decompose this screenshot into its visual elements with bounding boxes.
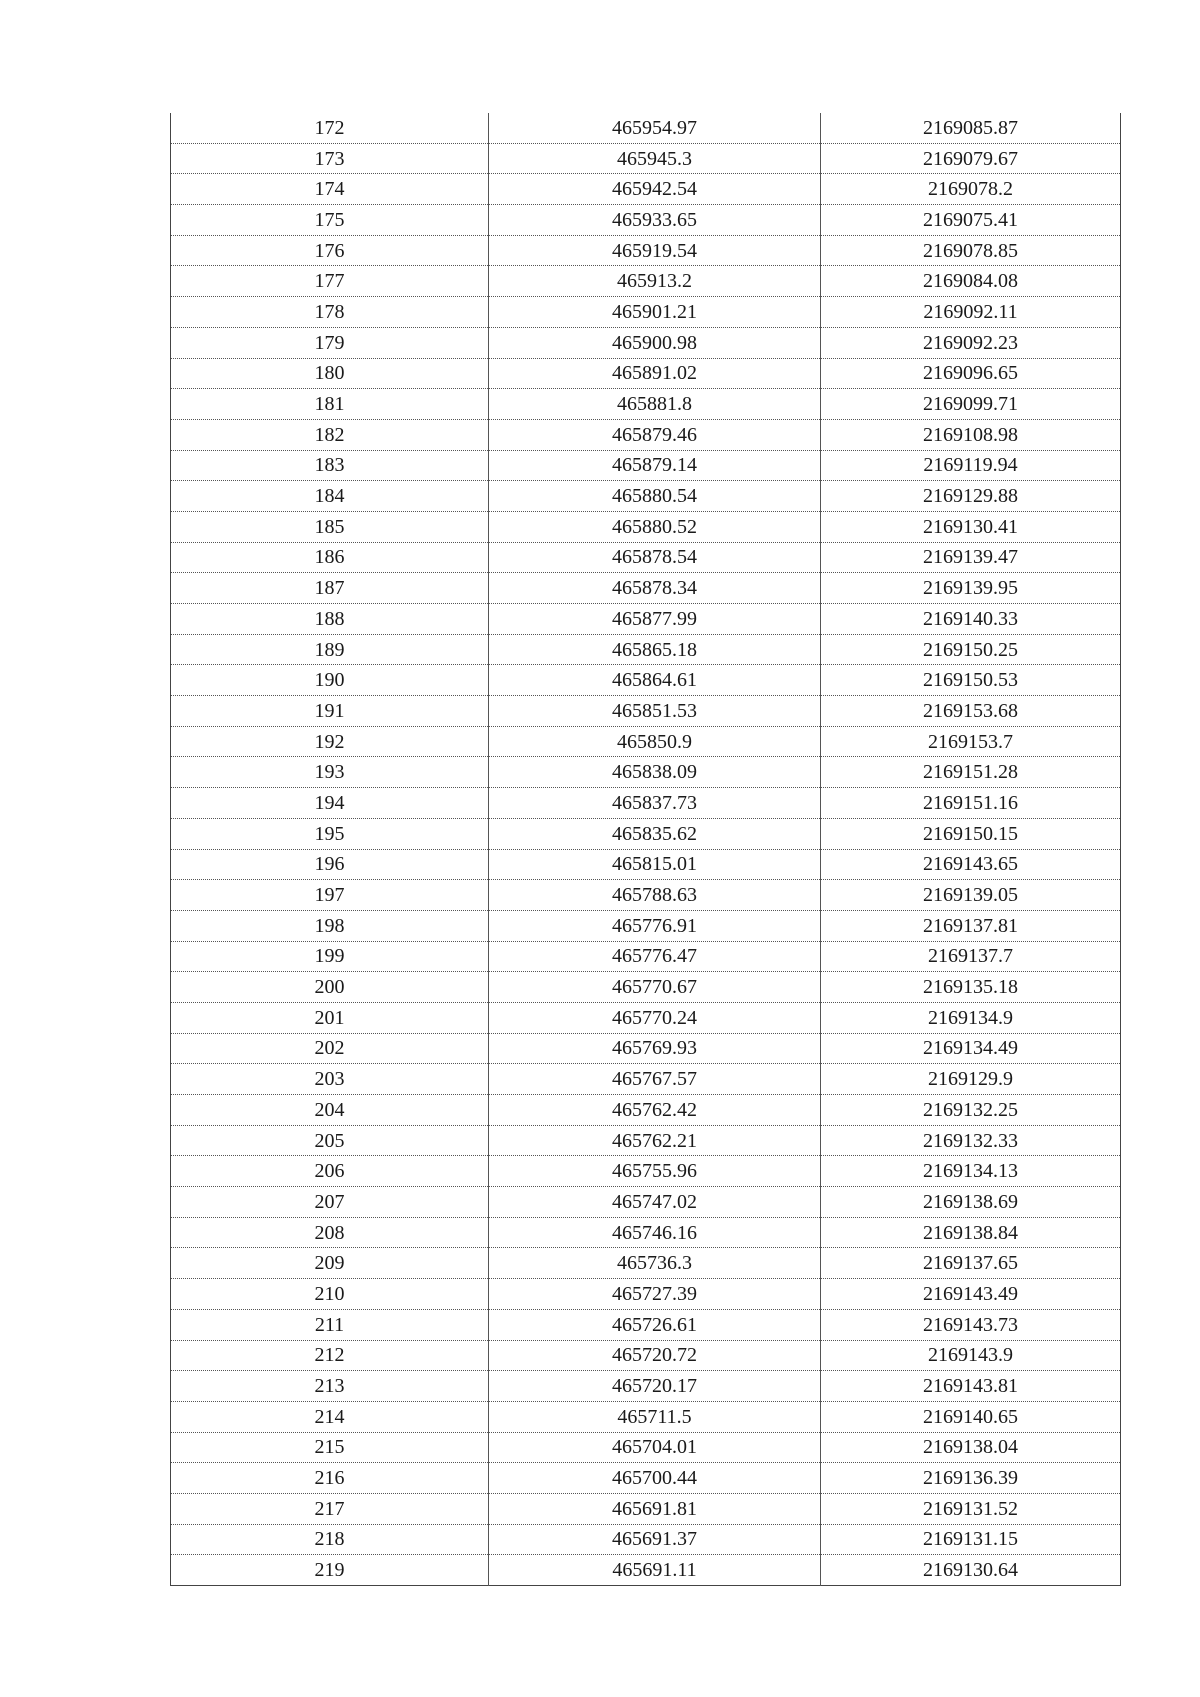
point-number-cell: 208 — [171, 1217, 489, 1248]
point-number-cell: 200 — [171, 972, 489, 1003]
table-row — [171, 1248, 1121, 1279]
y-coordinate-cell: 2169137.81 — [821, 910, 1121, 941]
y-coordinate-cell: 2169150.25 — [821, 634, 1121, 665]
y-coordinate-cell: 2169153.7 — [821, 726, 1121, 757]
table-row — [171, 1524, 1121, 1555]
y-coordinate-cell: 2169136.39 — [821, 1463, 1121, 1494]
table-row — [171, 1125, 1121, 1156]
x-coordinate-cell: 465776.47 — [489, 941, 821, 972]
coordinate-table-body — [171, 113, 1121, 1586]
y-coordinate-cell: 2169130.64 — [821, 1555, 1121, 1586]
coordinate-table — [170, 113, 1121, 1586]
table-row — [171, 757, 1121, 788]
table-row — [171, 972, 1121, 1003]
x-coordinate-cell: 465727.39 — [489, 1279, 821, 1310]
point-number-cell: 186 — [171, 542, 489, 573]
y-coordinate-cell: 2169078.85 — [821, 235, 1121, 266]
point-number-cell: 218 — [171, 1524, 489, 1555]
table-row — [171, 1401, 1121, 1432]
x-coordinate-cell: 465933.65 — [489, 205, 821, 236]
y-coordinate-cell: 2169143.49 — [821, 1279, 1121, 1310]
x-coordinate-cell: 465711.5 — [489, 1401, 821, 1432]
x-coordinate-cell: 465891.02 — [489, 358, 821, 389]
x-coordinate-cell: 465879.14 — [489, 450, 821, 481]
point-number-cell: 184 — [171, 481, 489, 512]
table-row — [171, 542, 1121, 573]
point-number-cell: 202 — [171, 1033, 489, 1064]
y-coordinate-cell: 2169140.65 — [821, 1401, 1121, 1432]
y-coordinate-cell: 2169134.49 — [821, 1033, 1121, 1064]
table-row — [171, 327, 1121, 358]
x-coordinate-cell: 465755.96 — [489, 1156, 821, 1187]
x-coordinate-cell: 465691.81 — [489, 1493, 821, 1524]
y-coordinate-cell: 2169084.08 — [821, 266, 1121, 297]
point-number-cell: 209 — [171, 1248, 489, 1279]
point-number-cell: 213 — [171, 1371, 489, 1402]
x-coordinate-cell: 465691.37 — [489, 1524, 821, 1555]
y-coordinate-cell: 2169129.9 — [821, 1064, 1121, 1095]
x-coordinate-cell: 465877.99 — [489, 604, 821, 635]
table-row — [171, 1156, 1121, 1187]
y-coordinate-cell: 2169085.87 — [821, 113, 1121, 143]
y-coordinate-cell: 2169131.15 — [821, 1524, 1121, 1555]
y-coordinate-cell: 2169129.88 — [821, 481, 1121, 512]
point-number-cell: 176 — [171, 235, 489, 266]
y-coordinate-cell: 2169131.52 — [821, 1493, 1121, 1524]
x-coordinate-cell: 465747.02 — [489, 1187, 821, 1218]
point-number-cell: 203 — [171, 1064, 489, 1095]
x-coordinate-cell: 465736.3 — [489, 1248, 821, 1279]
table-row — [171, 696, 1121, 727]
y-coordinate-cell: 2169151.28 — [821, 757, 1121, 788]
table-row — [171, 788, 1121, 819]
table-row — [171, 1463, 1121, 1494]
y-coordinate-cell: 2169143.9 — [821, 1340, 1121, 1371]
table-row — [171, 358, 1121, 389]
table-row — [171, 941, 1121, 972]
y-coordinate-cell: 2169132.25 — [821, 1095, 1121, 1126]
x-coordinate-cell: 465726.61 — [489, 1309, 821, 1340]
y-coordinate-cell: 2169079.67 — [821, 143, 1121, 174]
point-number-cell: 214 — [171, 1401, 489, 1432]
x-coordinate-cell: 465880.54 — [489, 481, 821, 512]
table-row — [171, 1340, 1121, 1371]
point-number-cell: 204 — [171, 1095, 489, 1126]
point-number-cell: 179 — [171, 327, 489, 358]
x-coordinate-cell: 465691.11 — [489, 1555, 821, 1586]
point-number-cell: 197 — [171, 880, 489, 911]
x-coordinate-cell: 465864.61 — [489, 665, 821, 696]
table-row — [171, 419, 1121, 450]
y-coordinate-cell: 2169075.41 — [821, 205, 1121, 236]
x-coordinate-cell: 465815.01 — [489, 849, 821, 880]
x-coordinate-cell: 465881.8 — [489, 389, 821, 420]
point-number-cell: 198 — [171, 910, 489, 941]
point-number-cell: 191 — [171, 696, 489, 727]
x-coordinate-cell: 465770.24 — [489, 1002, 821, 1033]
y-coordinate-cell: 2169140.33 — [821, 604, 1121, 635]
point-number-cell: 172 — [314, 116, 345, 139]
table-row — [171, 1279, 1121, 1310]
table-row — [171, 143, 1121, 174]
point-number-cell: 210 — [171, 1279, 489, 1310]
x-coordinate-cell: 465769.93 — [489, 1033, 821, 1064]
y-coordinate-cell: 2169143.81 — [821, 1371, 1121, 1402]
table-row — [171, 297, 1121, 328]
x-coordinate-cell: 465878.54 — [489, 542, 821, 573]
point-number-cell: 201 — [171, 1002, 489, 1033]
point-number-cell: 173 — [171, 143, 489, 174]
y-coordinate-cell: 2169092.23 — [821, 327, 1121, 358]
y-coordinate-cell: 2169130.41 — [821, 511, 1121, 542]
x-coordinate-cell: 465776.91 — [489, 910, 821, 941]
y-coordinate-cell: 2169143.73 — [821, 1309, 1121, 1340]
point-number-cell: 194 — [171, 788, 489, 819]
table-row — [171, 1555, 1121, 1586]
point-number-cell: 193 — [171, 757, 489, 788]
y-coordinate-cell: 2169151.16 — [821, 788, 1121, 819]
table-row — [171, 910, 1121, 941]
point-number-cell: 187 — [171, 573, 489, 604]
point-number-cell: 196 — [171, 849, 489, 880]
y-coordinate-cell: 2169096.65 — [821, 358, 1121, 389]
x-coordinate-cell: 465835.62 — [489, 818, 821, 849]
y-coordinate-cell: 2169135.18 — [821, 972, 1121, 1003]
y-coordinate-cell: 2169138.69 — [821, 1187, 1121, 1218]
point-number-cell: 192 — [171, 726, 489, 757]
table-row — [171, 1371, 1121, 1402]
table-row — [171, 511, 1121, 542]
point-number-cell: 182 — [171, 419, 489, 450]
point-number-cell: 177 — [171, 266, 489, 297]
table-row — [171, 113, 1121, 143]
y-coordinate-cell: 2169143.65 — [821, 849, 1121, 880]
table-row — [171, 573, 1121, 604]
point-number-cell: 188 — [171, 604, 489, 635]
x-coordinate-cell: 465878.34 — [489, 573, 821, 604]
point-number-cell: 212 — [171, 1340, 489, 1371]
point-number-cell: 178 — [171, 297, 489, 328]
table-row — [171, 604, 1121, 635]
x-coordinate-cell: 465838.09 — [489, 757, 821, 788]
x-coordinate-cell: 465879.46 — [489, 419, 821, 450]
point-number-cell: 206 — [171, 1156, 489, 1187]
table-row — [171, 818, 1121, 849]
table-row — [171, 665, 1121, 696]
table-row — [171, 450, 1121, 481]
table-row — [171, 1002, 1121, 1033]
x-coordinate-cell: 465720.17 — [489, 1371, 821, 1402]
table-row — [171, 1187, 1121, 1218]
table-row — [171, 1033, 1121, 1064]
table-row — [171, 634, 1121, 665]
y-coordinate-cell: 2169138.84 — [821, 1217, 1121, 1248]
table-row — [171, 1432, 1121, 1463]
y-coordinate-cell: 2169078.2 — [821, 174, 1121, 205]
table-row — [171, 849, 1121, 880]
x-coordinate-cell: 465850.9 — [489, 726, 821, 757]
point-number-cell: 183 — [171, 450, 489, 481]
table-row — [171, 205, 1121, 236]
table-row — [171, 1217, 1121, 1248]
y-coordinate-cell: 2169139.47 — [821, 542, 1121, 573]
x-coordinate-cell: 465913.2 — [489, 266, 821, 297]
y-coordinate-cell: 2169119.94 — [821, 450, 1121, 481]
point-number-cell: 174 — [171, 174, 489, 205]
table-row — [171, 481, 1121, 512]
point-number-cell: 211 — [171, 1309, 489, 1340]
x-coordinate-cell: 465837.73 — [489, 788, 821, 819]
point-number-cell: 205 — [171, 1125, 489, 1156]
x-coordinate-cell: 465942.54 — [489, 174, 821, 205]
point-number-cell: 219 — [171, 1555, 489, 1586]
x-coordinate-cell: 465945.3 — [489, 143, 821, 174]
x-coordinate-cell: 465704.01 — [489, 1432, 821, 1463]
point-number-cell: 195 — [171, 818, 489, 849]
y-coordinate-cell: 2169150.15 — [821, 818, 1121, 849]
x-coordinate-cell: 465901.21 — [489, 297, 821, 328]
y-coordinate-cell: 2169137.7 — [821, 941, 1121, 972]
x-coordinate-cell: 465762.42 — [489, 1095, 821, 1126]
point-number-cell: 185 — [171, 511, 489, 542]
x-coordinate-cell: 465788.63 — [489, 880, 821, 911]
x-coordinate-cell: 465700.44 — [489, 1463, 821, 1494]
x-coordinate-cell: 465746.16 — [489, 1217, 821, 1248]
table-row — [171, 1064, 1121, 1095]
x-coordinate-cell: 465954.97 — [489, 113, 821, 143]
x-coordinate-cell: 465767.57 — [489, 1064, 821, 1095]
x-coordinate-cell: 465865.18 — [489, 634, 821, 665]
table-row — [171, 174, 1121, 205]
point-number-cell: 180 — [171, 358, 489, 389]
table-row — [171, 1095, 1121, 1126]
y-coordinate-cell: 2169139.95 — [821, 573, 1121, 604]
y-coordinate-cell: 2169138.04 — [821, 1432, 1121, 1463]
table-row — [171, 389, 1121, 420]
point-number-cell: 181 — [171, 389, 489, 420]
table-row — [171, 1309, 1121, 1340]
x-coordinate-cell: 465770.67 — [489, 972, 821, 1003]
point-number-cell: 217 — [171, 1493, 489, 1524]
x-coordinate-cell: 465720.72 — [489, 1340, 821, 1371]
x-coordinate-cell: 465919.54 — [489, 235, 821, 266]
y-coordinate-cell: 2169099.71 — [821, 389, 1121, 420]
y-coordinate-cell: 2169150.53 — [821, 665, 1121, 696]
x-coordinate-cell: 465762.21 — [489, 1125, 821, 1156]
point-number-cell: 190 — [171, 665, 489, 696]
y-coordinate-cell: 2169108.98 — [821, 419, 1121, 450]
point-number-cell: 215 — [171, 1432, 489, 1463]
point-number-cell: 175 — [171, 205, 489, 236]
y-coordinate-cell: 2169134.9 — [821, 1002, 1121, 1033]
point-number-cell: 199 — [171, 941, 489, 972]
y-coordinate-cell: 2169132.33 — [821, 1125, 1121, 1156]
x-coordinate-cell: 465880.52 — [489, 511, 821, 542]
y-coordinate-cell: 2169153.68 — [821, 696, 1121, 727]
point-number-cell: 189 — [171, 634, 489, 665]
table-row — [171, 880, 1121, 911]
x-coordinate-cell: 465900.98 — [489, 327, 821, 358]
point-number-cell: 216 — [171, 1463, 489, 1494]
y-coordinate-cell: 2169139.05 — [821, 880, 1121, 911]
table-row — [171, 1493, 1121, 1524]
x-coordinate-cell: 465851.53 — [489, 696, 821, 727]
y-coordinate-cell: 2169134.13 — [821, 1156, 1121, 1187]
table-row — [171, 266, 1121, 297]
point-number-cell: 207 — [171, 1187, 489, 1218]
y-coordinate-cell: 2169092.11 — [821, 297, 1121, 328]
y-coordinate-cell: 2169137.65 — [821, 1248, 1121, 1279]
table-row — [171, 235, 1121, 266]
table-row — [171, 726, 1121, 757]
